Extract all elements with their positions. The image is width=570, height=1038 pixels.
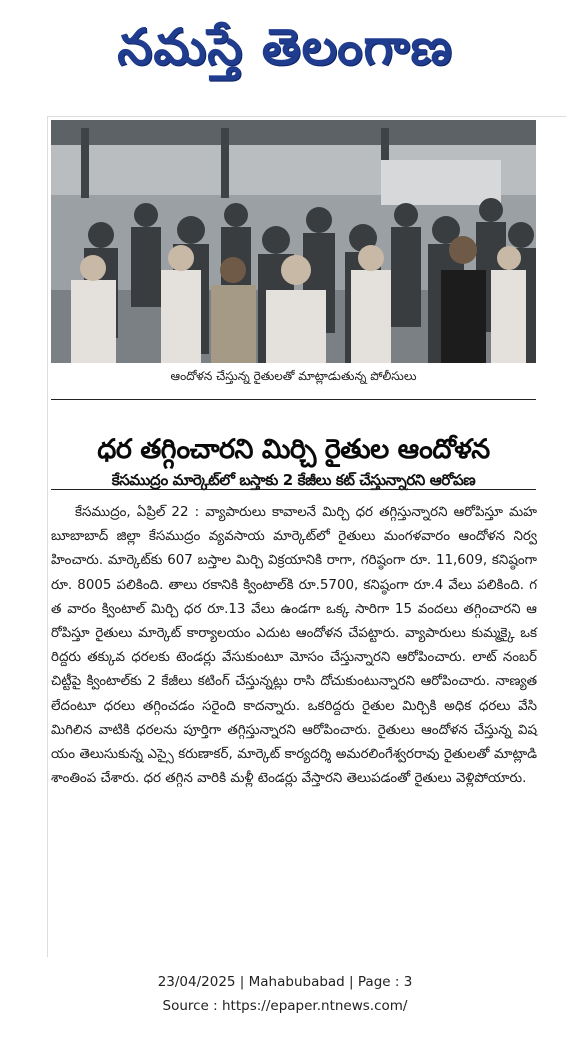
- article-paragraph: కేసముద్రం, ఏప్రిల్ 22 : వ్యాపారులు కావాలనే మిర్చి ధర తగ్గిస్తున్నారని ఆరోపిస్తూ మహబూబాబాద్ జిల్లా కేసముద్రం వ్యవసాయ మార్కెట్‌లో రైతులు మంగళవారం ఆందోళన నిర్వహించారు. మార్కెట్‌కు 607 బస్తాల మిర్చి విక్రయానికి రాగా, గరిష్ఠంగా రూ. 11,609, కనిష్ఠంగా రూ. 8005 పలికింది. తాలు రకానికి క్వింటాల్‌కి రూ.5700, కనిష్ఠంగా రూ.4 వేలు పలికింది. గత వారం క్వింటాల్ మిర్చి ధర రూ.13 వేలు ఉండగా ఒక్క సారిగా 15 వందలు తగ్గించారని ఆరోపిస్తూ రైతులు మార్కెట్ కార్యాలయం ఎదుట ఆందోళన చేపట్టారు. వ్యాపారులు కుమ్మక్కై ఒకరిద్దరు తక్కువ ధరలకు టెండర్లు వేసుకుంటూ మోసం చేస్తున్నారని ఆరోపించారు. లాట్ నంబర్ చిట్టీపై క్వింటాల్‌కు 2 కేజీలు కటింగ్ చేస్తున్నట్లు రాసి దోచుకుంటున్నారని ఆరోపించారు. నాణ్యత లేదంటూ ధరలు తగ్గించడం సరైంది కాదన్నారు. ఒకరిద్దరు రైతుల మిర్చికి అధిక ధరలు వేసి మిగిలిన వాటికి ధరలను పూర్తిగా తగ్గిస్తున్నారని ఆరోపించారు. రైతులు ఆందోళన చేస్తున్న విషయం తెలుసుకున్న ఎస్సై కరుణాకర్, మార్కెట్ కార్యదర్శి అమరలింగేశ్వరరావు రైతులతో మాట్లాడి శాంతింప చేశారు. ధర తగ్గిన వారికి మళ్లీ టెండర్లు వేస్తారని తెలుపడంతో రైతులు వెళ్లిపోయారు.: [51, 505, 537, 787]
- footer-dateline: 23/04/2025 | Mahabubabad | Page : 3: [157, 974, 413, 990]
- news-clipping: [47, 116, 566, 957]
- news-photo: [51, 120, 536, 363]
- article-body: [51, 501, 537, 791]
- caption-divider: [51, 399, 536, 400]
- photo-crowd-illustration: [51, 120, 536, 363]
- photo-caption: ఆందోళన చేస్తున్న రైతులతో మాట్లాడుతున్న పోలీసులు: [170, 369, 417, 383]
- article-headline: ధర తగ్గించారని మిర్చి రైతుల ఆందోళన: [97, 434, 490, 466]
- subhead-divider: [51, 489, 536, 490]
- article-subheadline: కేసముద్రం మార్కెట్‌లో బస్తాకు 2 కేజీలు కట్ చేస్తున్నారని ఆరోపణ: [111, 471, 476, 490]
- newspaper-logo: నమస్తే తెలంగాణ: [117, 16, 453, 76]
- footer-source: Source : https://epaper.ntnews.com/: [162, 998, 408, 1014]
- masthead: [0, 0, 570, 105]
